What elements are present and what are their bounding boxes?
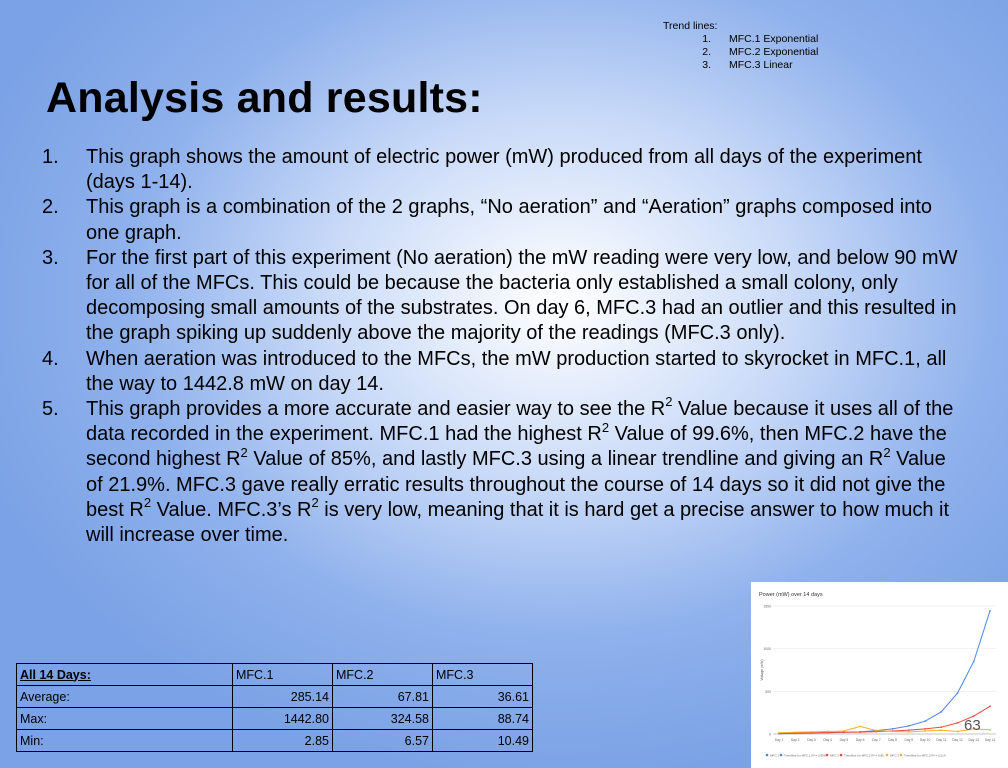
chart-point xyxy=(778,732,780,734)
power-chart xyxy=(751,582,1008,768)
table-cell: 6.57 xyxy=(333,730,433,752)
table-cell: 285.14 xyxy=(233,686,333,708)
chart-point xyxy=(859,726,861,728)
point-text xyxy=(86,394,962,548)
text-run: Value of 85%, and lastly MFC.3 using a linear trendline and giving an R xyxy=(247,448,884,471)
chart-point xyxy=(811,731,813,733)
chart-point xyxy=(843,730,845,732)
trend-line-item xyxy=(663,33,818,46)
chart-series-line-mfc1 xyxy=(779,611,990,734)
superscript: 2 xyxy=(311,495,319,511)
chart-y-tick-label: 0 xyxy=(769,732,771,737)
chart-point xyxy=(940,726,942,728)
chart-point xyxy=(892,728,894,730)
table-header-cell: All 14 Days: xyxy=(17,664,233,686)
chart-point xyxy=(924,728,926,730)
chart-x-tick-label: Day 11 xyxy=(936,738,947,742)
trend-lines-heading: Trend lines: xyxy=(663,20,718,32)
table-header-cell: MFC.1 xyxy=(233,664,333,686)
trend-line-text: MFC.3 Linear xyxy=(729,59,793,71)
text-run: Value. MFC.3’s R xyxy=(151,498,312,521)
trend-line-text: MFC.1 Exponential xyxy=(729,33,819,45)
chart-x-tick-label: Day 5 xyxy=(839,738,849,742)
text-run: Value because it uses all of the data recorded in the experiment. MFC.1 had the highest R xyxy=(86,398,954,446)
power-chart-svg xyxy=(751,582,1008,768)
chart-legend-swatch xyxy=(840,754,843,757)
chart-legend-swatch xyxy=(766,754,769,757)
chart-point xyxy=(924,720,926,722)
text-run: Value of 21.9%. MFC.3 gave really erratic results throughout the course of 14 days so it did not give the best R xyxy=(86,448,946,521)
trend-line-text: MFC.2 Exponential xyxy=(729,46,819,58)
chart-point xyxy=(924,730,926,732)
table-header-row xyxy=(17,664,533,686)
chart-point xyxy=(794,731,796,733)
point-number: 1. xyxy=(42,146,59,168)
table-cell: 88.74 xyxy=(433,708,533,730)
table-row xyxy=(17,708,533,730)
point-text: For the first part of this experiment (No aeration) the mW reading were very low, and below 90 mW for all of the MFCs. This could be because the bacteria only established a small colony, only decomposing small amounts of the substrates. On day 6, MFC.3 had an outlier and this resulted in the graph spiking up suddenly above the majority of the readings (MFC.3 only). xyxy=(86,246,958,345)
point-text: When aeration was introduced to the MFCs, the mW production started to skyrocket in MFC.1, all the way to 1442.8 mW on day 14. xyxy=(86,347,947,395)
chart-point xyxy=(989,610,991,612)
point-item xyxy=(42,246,962,347)
table-cell: 10.49 xyxy=(433,730,533,752)
chart-point xyxy=(875,730,877,732)
chart-point xyxy=(908,731,910,733)
chart-point xyxy=(827,731,829,733)
chart-x-tick-label: Day 13 xyxy=(968,738,979,742)
point-number: 5. xyxy=(42,398,59,421)
chart-legend-entry: Trendline for MFC.3 R² = 0.219 xyxy=(904,753,946,758)
chart-legend-entry: MFC.3 xyxy=(890,753,899,758)
point-number: 2. xyxy=(42,196,59,219)
trend-line-number: 1. xyxy=(702,33,711,45)
point-text: This graph is a combination of the 2 graphs, “No aeration” and “Aeration” graphs composed into one graph. xyxy=(86,196,933,244)
chart-y-tick-label: 500 xyxy=(765,689,771,694)
text-run: Value of 99.6%, then MFC.2 have the second highest R xyxy=(86,423,947,471)
table-cell: Max: xyxy=(17,708,233,730)
stats-table xyxy=(16,663,533,752)
table-cell: Min: xyxy=(17,730,233,752)
text-run: This graph provides a more accurate and easier way to see the R xyxy=(86,398,666,421)
chart-x-tick-label: Day 4 xyxy=(823,738,833,742)
chart-point xyxy=(908,729,910,731)
chart-x-tick-label: Day 10 xyxy=(919,738,931,742)
chart-y-tick-label: 1000 xyxy=(763,647,771,652)
point-number: 3. xyxy=(42,246,59,269)
chart-point xyxy=(859,731,861,733)
chart-legend-swatch xyxy=(780,754,783,757)
chart-y-axis-label: Voltage (mW) xyxy=(760,659,764,681)
table-header-cell: MFC.2 xyxy=(333,664,433,686)
table-cell: 324.58 xyxy=(333,708,433,730)
trend-lines-list xyxy=(663,33,818,72)
chart-point xyxy=(940,729,942,731)
chart-legend-entry: MFC.2 xyxy=(830,753,839,758)
table-row xyxy=(17,730,533,752)
point-item xyxy=(42,347,962,397)
chart-x-tick-label: Day 9 xyxy=(904,738,914,742)
chart-point xyxy=(892,731,894,733)
table-header-cell: MFC.3 xyxy=(433,664,533,686)
chart-point xyxy=(989,729,991,731)
chart-x-tick-label: Day 2 xyxy=(790,738,800,742)
chart-title: Power (mW) over 14 days xyxy=(759,592,823,598)
point-number: 4. xyxy=(42,347,59,370)
trend-line-number: 3. xyxy=(702,59,711,71)
point-item xyxy=(42,394,962,548)
text-run: is very low, meaning that it is hard get a precise answer to how much it will increase over time. xyxy=(86,498,949,547)
point-item xyxy=(42,145,962,195)
chart-point xyxy=(973,661,975,663)
trend-line-number: 2. xyxy=(702,46,711,58)
table-cell: 1442.80 xyxy=(233,708,333,730)
chart-y-tick-label: 1500 xyxy=(763,604,771,609)
slide-title: Analysis and results: xyxy=(46,74,483,122)
trend-lines-note xyxy=(663,20,818,72)
chart-x-tick-label: Day 6 xyxy=(855,738,865,742)
page-number: 63 xyxy=(964,717,981,734)
chart-x-tick-label: Day 14 xyxy=(984,738,996,742)
table-cell: Average: xyxy=(17,686,233,708)
table-cell: 36.61 xyxy=(433,686,533,708)
superscript: 2 xyxy=(883,444,891,460)
chart-x-tick-label: Day 1 xyxy=(774,738,784,742)
table-cell: 2.85 xyxy=(233,730,333,752)
superscript: 2 xyxy=(601,419,610,435)
superscript: 2 xyxy=(143,495,152,511)
chart-x-tick-label: Day 7 xyxy=(872,738,881,742)
trend-line-item xyxy=(663,59,818,72)
chart-x-tick-label: Day 12 xyxy=(952,738,963,742)
point-text: This graph shows the amount of electric power (mW) produced from all days of the experiment (days 1-14). xyxy=(86,146,922,194)
chart-point xyxy=(957,692,959,694)
chart-point xyxy=(940,711,942,713)
table-cell: 67.81 xyxy=(333,686,433,708)
superscript: 2 xyxy=(665,394,673,410)
chart-x-tick-label: Day 8 xyxy=(888,738,897,742)
analysis-points xyxy=(42,145,962,548)
chart-legend-entry: Trendline for MFC.1 R² = 0.996 xyxy=(784,753,826,758)
chart-point xyxy=(989,705,991,707)
chart-point xyxy=(957,731,959,733)
chart-legend-swatch xyxy=(900,754,903,757)
table-row xyxy=(17,686,533,708)
point-item xyxy=(42,195,962,245)
chart-point xyxy=(908,725,910,727)
chart-point xyxy=(957,722,959,724)
chart-x-tick-label: Day 3 xyxy=(807,738,816,742)
chart-legend-swatch xyxy=(826,754,829,757)
chart-legend-swatch xyxy=(886,754,889,757)
superscript: 2 xyxy=(240,444,248,460)
chart-legend-entry: MFC.1 xyxy=(770,753,779,758)
trend-line-item xyxy=(663,46,818,59)
chart-legend-entry: Trendline for MFC.2 R² = 0.85 xyxy=(844,753,884,758)
